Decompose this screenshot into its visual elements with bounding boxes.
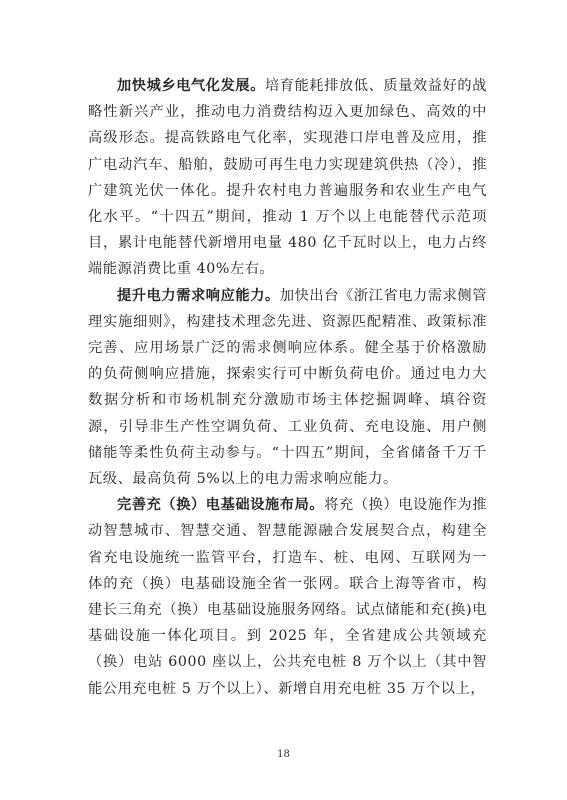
paragraph-heading: 完善充（换）电基础设施布局。 (117, 497, 325, 514)
paragraph-charging-infrastructure (88, 492, 487, 702)
paragraph-heading: 提升电力需求响应能力。 (117, 287, 280, 304)
paragraph-urban-rural-electrification (88, 73, 487, 283)
paragraph-text: 将充（换）电设施作为推动智慧城市、智慧交通、智慧能源融合发展契合点，构建全省充电设施统一监管平台，打造车、桩、电网、互联网为一体的充（换）电基础设施全省一张网。联合上海等省市，构建长三角充（换）电基础设施服务网络。试点储能和充(换)电基础设施一体化项目。到 2025 年，全省建成公共领域充（换）电站 6000 座以上，公共充电桩 8 万个以上（其中智能公用充电桩 5 万个以上）、新增自用充电桩 35 万个以上， (88, 497, 487, 697)
paragraph-text: 加快出台《浙江省电力需求侧管理实施细则》，构建技术理念先进、资源匹配精准、政策标准完善、应用场景广泛的需求侧响应体系。健全基于价格激励的负荷侧响应措施，探索实行可中断负荷电价。通过电力大数据分析和市场机制充分激励市场主体挖掘调峰、填谷资源，引导非生产性空调负荷、工业负荷、充电设施、用户侧储能等柔性负荷主动参与。“十四五”期间，全省储备千万千瓦级、最高负荷 5%以上的电力需求响应能力。 (88, 287, 487, 488)
paragraph-demand-response (88, 283, 487, 493)
document-body (88, 73, 487, 702)
paragraph-heading: 加快城乡电气化发展。 (117, 78, 265, 94)
page-number: 18 (277, 749, 290, 760)
paragraph-text: 培育能耗排放低、质量效益好的战略性新兴产业，推动电力消费结构迈入更加绿色、高效的中高级形态。提高铁路电气化率，实现港口岸电普及应用，推广电动汽车、船舶，鼓励可再生电力实现建筑供热（冷），推广建筑光伏一体化。提升农村电力普遍服务和农业生产电气化水平。“十四五”期间，推动 1 万个以上电能替代示范项目，累计电能替代新增用电量 480 亿千瓦时以上，电力占终端能源消费比重 40%左右。 (88, 78, 487, 278)
